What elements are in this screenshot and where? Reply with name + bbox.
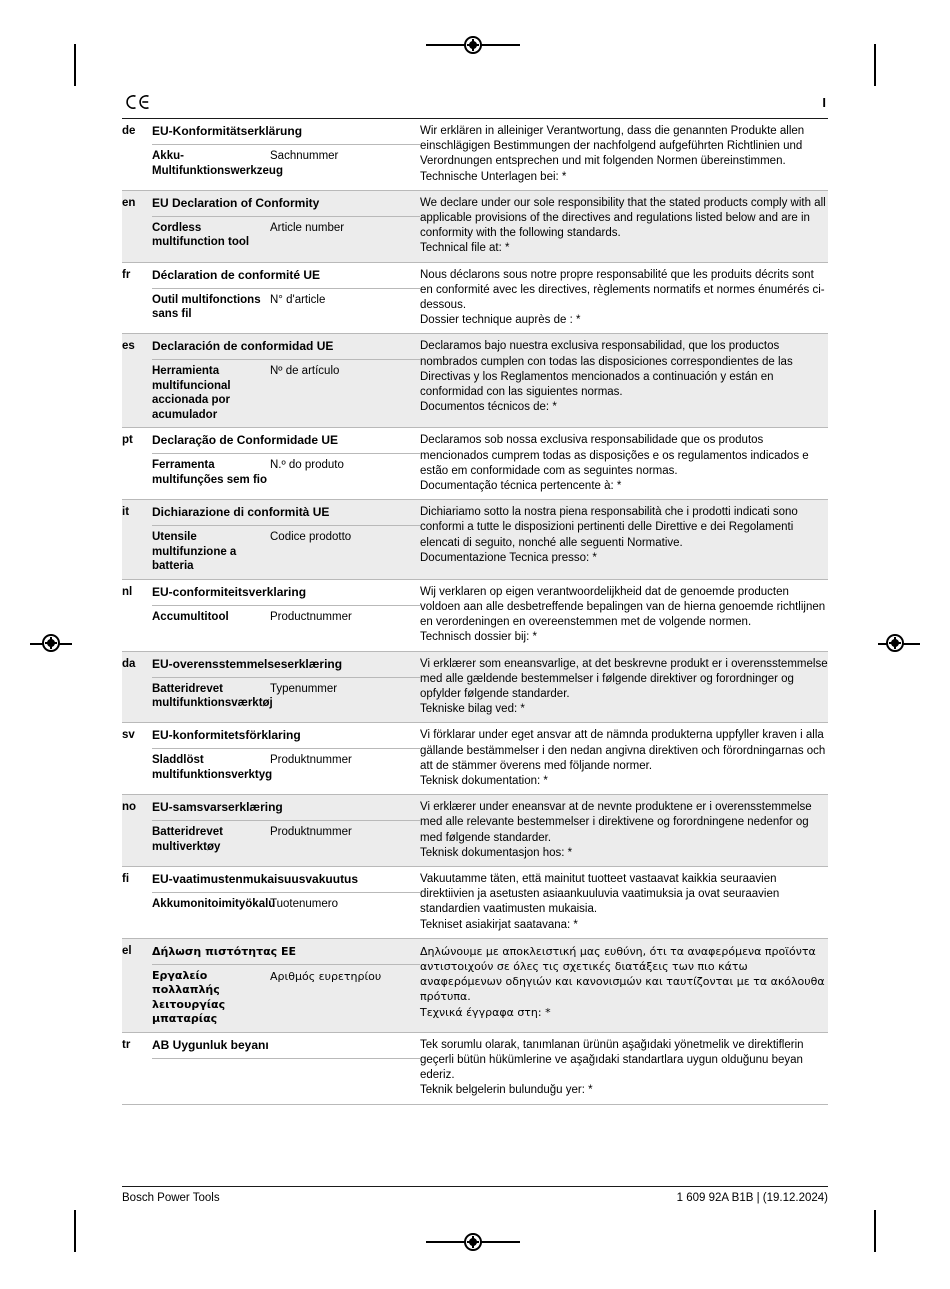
language-code: el xyxy=(122,938,152,1032)
declaration-paragraph: Technical file at: * xyxy=(420,242,510,255)
declaration-paragraph: Tekniske bilag ved: * xyxy=(420,703,525,716)
declaration-paragraph: Documentazione Tecnica presso: * xyxy=(420,551,597,564)
declaration-title-cell xyxy=(152,262,420,334)
registration-mark-bottom xyxy=(464,1233,482,1251)
product-name: Herramienta multifuncional accionada por acumulador xyxy=(152,365,231,421)
table-row xyxy=(122,651,828,723)
footer-docid: 1 609 92A B1B | (19.12.2024) xyxy=(676,1192,828,1204)
document-content xyxy=(122,92,828,1207)
declaration-title: AB Uygunluk beyanı xyxy=(152,1037,269,1052)
declaration-title-cell xyxy=(152,579,420,651)
declaration-title: Δήλωση πιστότητας ΕΕ xyxy=(152,944,297,958)
declaration-paragraph: Vi erklærer som eneansvarlige, at det beskrevne produkt er i overensstemmelse med alle gældende bestemmelser i følgende direktiver og forordninger og opfylder følgende standarder. xyxy=(420,657,828,700)
declaration-title: EU-samsvarserklæring xyxy=(152,800,283,815)
declaration-paragraph: Vi erklærer under eneansvar at de nevnte produktene er i overensstemmelse med alle relevante bestemmelser i direktivene og forordningene nedenfor og med følgende standarder. xyxy=(420,801,812,844)
product-number-label: Article number xyxy=(270,221,345,234)
declaration-title: Déclaration de conformité UE xyxy=(152,267,321,282)
product-number-label: Tuotenumero xyxy=(270,898,338,910)
declaration-title-cell xyxy=(152,190,420,262)
product-name: Utensile multifunzione a batteria xyxy=(152,531,237,573)
product-row xyxy=(152,216,420,250)
product-row xyxy=(152,144,420,178)
table-row xyxy=(122,1032,828,1104)
declaration-of-conformity-table xyxy=(122,119,828,1105)
product-number-label: Productnummer xyxy=(270,610,352,623)
product-row xyxy=(152,820,420,854)
product-row xyxy=(152,964,420,1027)
language-code: nl xyxy=(122,579,152,651)
declaration-title-cell xyxy=(152,500,420,580)
table-row xyxy=(122,334,828,428)
declaration-title-cell xyxy=(152,651,420,723)
declaration-text xyxy=(420,334,828,428)
declaration-paragraph: Vakuutamme täten, että mainitut tuotteet vastaavat kaikkia seuraavien direktiivien ja asetusten asiaankuuluvia vaatimuksia ja ovat seuraavien standardien vaatimusten mukaisia. xyxy=(420,873,780,916)
declaration-paragraph: Technische Unterlagen bei: * xyxy=(420,170,567,183)
table-row xyxy=(122,579,828,651)
language-code: sv xyxy=(122,723,152,795)
declaration-title: EU Declaration of Conformity xyxy=(152,195,320,210)
registration-mark-left xyxy=(42,634,60,652)
product-number-label: Nº de artículo xyxy=(270,365,340,378)
declaration-text xyxy=(420,938,828,1032)
table-row xyxy=(122,428,828,500)
page-header xyxy=(122,92,828,119)
table-row xyxy=(122,938,828,1032)
declaration-paragraph: Teknik belgelerin bulunduğu yer: * xyxy=(420,1084,593,1097)
declaration-text xyxy=(420,1032,828,1104)
language-code: no xyxy=(122,795,152,867)
product-number-label: Αριθμός ευρετηρίου xyxy=(270,969,382,983)
crop-mark-bottom-right-v xyxy=(874,1210,876,1252)
table-row xyxy=(122,867,828,939)
table-row xyxy=(122,795,828,867)
declaration-paragraph: Tek sorumlu olarak, tanımlanan ürünün aşağıdaki yönetmelik ve direktiflerin geçerli bütün hükümlerine ve aşağıdaki standartlara uygun olduğunu beyan ederiz. xyxy=(420,1038,804,1082)
declaration-title: EU-vaatimustenmukaisuusvakuutus xyxy=(152,872,359,886)
product-row xyxy=(152,453,420,487)
declaration-text xyxy=(420,500,828,580)
product-number-label: Typenummer xyxy=(270,682,338,695)
language-code: da xyxy=(122,651,152,723)
declaration-title: Dichiarazione di conformità UE xyxy=(152,505,330,520)
declaration-title: EU-overensstemmelseserklæring xyxy=(152,656,343,671)
registration-mark-right xyxy=(886,634,904,652)
product-row xyxy=(152,748,420,782)
table-row xyxy=(122,500,828,580)
product-number-label: Produktnummer xyxy=(270,754,352,767)
table-row xyxy=(122,723,828,795)
declaration-paragraph: Declaramos bajo nuestra exclusiva responsabilidad, que los productos nombrados cumplen con todas las disposiciones correspondientes de las Directivas y los Reglamentos mencionados a continuación y están en conformidad con las siguientes normas. xyxy=(420,340,793,399)
crop-mark-top-right-v xyxy=(874,44,876,86)
product-name: Outil multifonctions sans fil xyxy=(152,293,261,321)
declaration-title: Declaração de Conformidade UE xyxy=(152,433,339,448)
product-name: Batteridrevet multifunktionsværktøj xyxy=(152,682,273,710)
page-number: I xyxy=(822,95,826,110)
declaration-paragraph: Δηλώνουμε με αποκλειστική μας ευθύνη, ότι τα αναφερόμενα προϊόντα αντιστοιχούν σε όλες τις σχετικές διατάξεις των πιο κάτω αναφερόμενων οδηγιών και κανονισμών και ταυτίζονται με τα ακόλουθα πρότυπα. xyxy=(420,944,825,1004)
language-code: fi xyxy=(122,867,152,939)
product-name: Akkumonitoimityökalu xyxy=(152,898,276,910)
declaration-paragraph: Nous déclarons sous notre propre responsabilité que les produits décrits sont en conformité avec les directives, règlements normatifs et normes énumérés ci-dessous. xyxy=(420,268,825,312)
declaration-title-cell xyxy=(152,795,420,867)
declaration-paragraph: Wij verklaren op eigen verantwoordelijkheid dat de genoemde producten voldoen aan alle desbetreffende bepalingen van de hierna genoemde richtlijnen en verordeningen en overeenstemmen met de volgende normen. xyxy=(420,585,826,629)
product-name: Accumultitool xyxy=(152,610,229,623)
product-row xyxy=(152,677,420,711)
declaration-paragraph: We declare under our sole responsibility that the stated products comply with all applicable provisions of the directives and regulations listed below and are in conformity with the following standards. xyxy=(420,196,826,240)
table-row xyxy=(122,190,828,262)
declaration-title-cell xyxy=(152,428,420,500)
declaration-title-cell xyxy=(152,938,420,1032)
product-number-label: Produktnummer xyxy=(270,826,352,839)
product-row xyxy=(152,1058,420,1063)
declaration-paragraph: Teknisk dokumentation: * xyxy=(420,774,548,787)
language-code: de xyxy=(122,119,152,190)
declaration-paragraph: Documentação técnica pertencente à: * xyxy=(420,480,622,493)
product-number-label: N° d'article xyxy=(270,293,326,306)
declaration-text xyxy=(420,651,828,723)
page-footer xyxy=(122,1186,828,1204)
product-number-label: Sachnummer xyxy=(270,150,339,162)
declaration-title-cell xyxy=(152,334,420,428)
declaration-title: Declaración de conformidad UE xyxy=(152,339,334,354)
declaration-text xyxy=(420,867,828,939)
product-name: Εργαλείο πολλαπλής λειτουργίας μπαταρίας xyxy=(152,968,226,1026)
declaration-text xyxy=(420,262,828,334)
declaration-paragraph: Technisch dossier bij: * xyxy=(420,631,537,644)
product-name: Akku-Multifunktionswerkzeug xyxy=(152,150,283,177)
declaration-text xyxy=(420,428,828,500)
table-row xyxy=(122,119,828,190)
declaration-title-cell xyxy=(152,119,420,190)
declaration-title: EU-konformitetsförklaring xyxy=(152,728,301,743)
declaration-paragraph: Dossier technique auprès de : * xyxy=(420,314,581,327)
declaration-paragraph: Declaramos sob nossa exclusiva responsabilidade que os produtos mencionados cumprem todas as disposições e os regulamentos indicados e estão em conformidade com as seguintes normas. xyxy=(420,434,809,477)
crop-mark-top-left-v xyxy=(74,44,76,86)
declaration-text xyxy=(420,119,828,190)
product-row xyxy=(152,892,420,912)
language-code: en xyxy=(122,190,152,262)
declaration-paragraph: Tekniset asiakirjat saatavana: * xyxy=(420,918,578,931)
declaration-text xyxy=(420,723,828,795)
registration-mark-top xyxy=(464,36,482,54)
declaration-title-cell xyxy=(152,723,420,795)
language-code: pt xyxy=(122,428,152,500)
declaration-paragraph: Dichiariamo sotto la nostra piena responsabilità che i prodotti indicati sono conformi a tutte le disposizioni pertinenti delle Direttive e dei Regolamenti elencati di seguito, nonché alle seguenti Normative. xyxy=(420,506,798,549)
product-name: Ferramenta multifunções sem fio xyxy=(152,459,268,486)
product-number-label: N.º do produto xyxy=(270,459,344,472)
declaration-title-cell xyxy=(152,1032,420,1104)
declaration-paragraph: Teknisk dokumentasjon hos: * xyxy=(420,846,573,859)
product-row xyxy=(152,525,420,574)
crop-mark-bottom-left-v xyxy=(74,1210,76,1252)
declaration-paragraph: Τεχνικά έγγραφα στη: * xyxy=(420,1005,551,1019)
declaration-text xyxy=(420,795,828,867)
product-row xyxy=(152,605,420,625)
declaration-paragraph: Documentos técnicos de: * xyxy=(420,401,557,414)
declaration-title-cell xyxy=(152,867,420,939)
language-code: tr xyxy=(122,1032,152,1104)
table-body xyxy=(122,119,828,1104)
language-code: fr xyxy=(122,262,152,334)
product-row xyxy=(152,359,420,422)
product-number-label: Codice prodotto xyxy=(270,531,352,544)
ce-marking-icon xyxy=(124,93,152,116)
declaration-paragraph: Wir erklären in alleiniger Verantwortung, dass die genannten Produkte allen einschlägigen Bestimmungen der nachfolgend aufgeführten Richtlinien und Verordnungen entsprechen und mit folgenden Normen übereinstimmen. xyxy=(420,125,805,168)
declaration-text xyxy=(420,579,828,651)
table-row xyxy=(122,262,828,334)
language-code: it xyxy=(122,500,152,580)
language-code: es xyxy=(122,334,152,428)
product-row xyxy=(152,288,420,322)
declaration-paragraph: Vi förklarar under eget ansvar att de nämnda produkterna uppfyller kraven i alla gällande bestämmelser i den nedan angivna direktiven och förordningarnas och att de stämmer överens med följande normer. xyxy=(420,729,826,772)
product-name: Cordless multifunction tool xyxy=(152,221,250,249)
product-name: Sladdlöst multifunktionsverktyg xyxy=(152,754,273,781)
declaration-title: EU-Konformitätserklärung xyxy=(152,124,303,138)
declaration-title: EU-conformiteitsverklaring xyxy=(152,584,307,599)
declaration-text xyxy=(420,190,828,262)
footer-brand: Bosch Power Tools xyxy=(122,1192,220,1204)
product-name: Batteridrevet multiverktøy xyxy=(152,826,223,853)
